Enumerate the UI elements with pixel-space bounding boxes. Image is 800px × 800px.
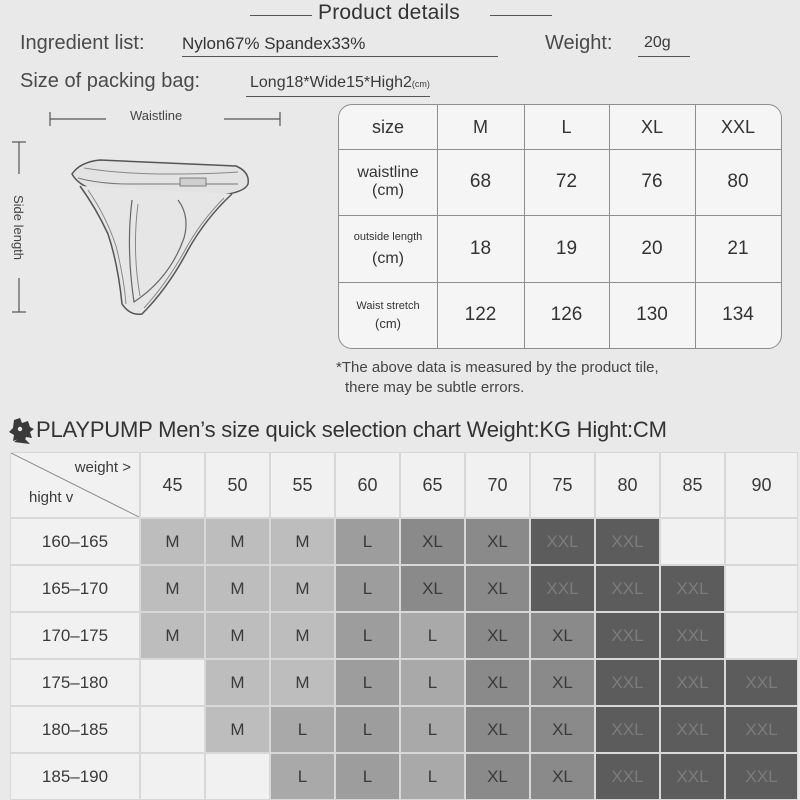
size-cell: XL bbox=[401, 519, 464, 564]
size-cell: XL bbox=[466, 754, 529, 799]
size-cell: XXL bbox=[661, 660, 724, 705]
side-length-label: Side length bbox=[11, 194, 27, 261]
size-cell bbox=[726, 519, 797, 564]
size-value: 68 bbox=[469, 171, 492, 192]
size-cell: M bbox=[271, 660, 334, 705]
weight-field bbox=[638, 34, 690, 57]
size-cell: L bbox=[271, 754, 334, 799]
weight-header: 45 bbox=[141, 453, 204, 517]
size-table bbox=[338, 104, 782, 349]
row-label-unit: (cm) bbox=[372, 249, 404, 267]
title-rule-left bbox=[250, 15, 312, 16]
size-cell: XXL bbox=[596, 707, 659, 752]
row-label-main: Waist stretch bbox=[356, 300, 420, 312]
note-line-2: there may be subtle errors. bbox=[345, 379, 525, 396]
packing-label: Size of packing bag: bbox=[20, 70, 201, 92]
size-cell: XXL bbox=[726, 707, 797, 752]
title-row bbox=[0, 0, 800, 30]
weight-value: 20g bbox=[644, 34, 671, 51]
size-cell: XL bbox=[401, 566, 464, 611]
size-cell: M bbox=[271, 566, 334, 611]
size-cell: XXL bbox=[661, 613, 724, 658]
size-cell: XL bbox=[531, 613, 594, 658]
size-cell: XL bbox=[466, 613, 529, 658]
size-cell: M bbox=[141, 613, 204, 658]
weight-header: 75 bbox=[531, 453, 594, 517]
waistline-label: Waistline bbox=[130, 108, 183, 123]
size-cell: L bbox=[401, 613, 464, 658]
size-header-xl: XL bbox=[640, 116, 664, 137]
size-cell: M bbox=[271, 519, 334, 564]
size-row-waist-stretch bbox=[339, 282, 781, 348]
page-title: Product details bbox=[318, 1, 460, 24]
size-cell: M bbox=[206, 707, 269, 752]
size-cell: XL bbox=[466, 519, 529, 564]
size-cell: L bbox=[336, 660, 399, 705]
packing-field bbox=[246, 74, 430, 97]
briefs-drawing bbox=[60, 138, 260, 328]
size-cell: XXL bbox=[596, 519, 659, 564]
size-cell: XXL bbox=[596, 613, 659, 658]
row-label-unit: (cm) bbox=[375, 316, 401, 331]
ingredient-value: Nylon67% Spandex33% bbox=[182, 34, 366, 53]
size-cell bbox=[141, 707, 204, 752]
weight-header: 60 bbox=[336, 453, 399, 517]
height-row-label: 165–170 bbox=[11, 566, 139, 611]
packing-value: Long18*Wide15*High2 bbox=[250, 74, 412, 91]
size-cell: XXL bbox=[531, 519, 594, 564]
size-row-label bbox=[339, 215, 437, 282]
size-value: 134 bbox=[722, 304, 754, 325]
note-line-1: *The above data is measured by the product tile, bbox=[336, 359, 659, 376]
height-row-label: 175–180 bbox=[11, 660, 139, 705]
weight-header: 55 bbox=[271, 453, 334, 517]
size-row-label bbox=[339, 149, 437, 215]
weight-header: 90 bbox=[726, 453, 797, 517]
weight-header: 70 bbox=[466, 453, 529, 517]
size-header-xxl: XXL bbox=[720, 116, 756, 137]
size-cell: XXL bbox=[726, 660, 797, 705]
size-cell: L bbox=[336, 566, 399, 611]
weight-header: 85 bbox=[661, 453, 724, 517]
size-value: 20 bbox=[641, 237, 663, 259]
corner-weight-label: weight > bbox=[74, 459, 131, 476]
size-header-m: M bbox=[473, 116, 488, 137]
size-cell: XL bbox=[531, 707, 594, 752]
size-value: 72 bbox=[555, 171, 578, 192]
ingredient-field bbox=[182, 34, 498, 57]
size-cell: XXL bbox=[596, 754, 659, 799]
size-table-header bbox=[339, 105, 781, 149]
size-cell: L bbox=[336, 707, 399, 752]
size-value: 21 bbox=[727, 237, 749, 259]
height-row-label: 180–185 bbox=[11, 707, 139, 752]
size-cell: XXL bbox=[726, 754, 797, 799]
waistline-dimension bbox=[48, 108, 284, 130]
size-cell: L bbox=[336, 754, 399, 799]
size-cell bbox=[661, 519, 724, 564]
size-row-waistline bbox=[339, 149, 781, 215]
size-cell: XL bbox=[531, 660, 594, 705]
size-row-label bbox=[339, 282, 437, 348]
size-value: 80 bbox=[727, 171, 749, 192]
size-cell: XL bbox=[531, 754, 594, 799]
chart-corner-cell bbox=[11, 453, 139, 517]
size-value: 76 bbox=[641, 171, 663, 192]
size-cell: XXL bbox=[661, 754, 724, 799]
size-cell: M bbox=[271, 613, 334, 658]
weight-header: 50 bbox=[206, 453, 269, 517]
quick-chart-title: PLAYPUMP Men’s size quick selection chart Weight:KG Hight:CM bbox=[36, 417, 667, 442]
size-cell: M bbox=[141, 519, 204, 564]
size-cell: XXL bbox=[661, 707, 724, 752]
size-value: 130 bbox=[636, 304, 668, 325]
size-value: 126 bbox=[550, 304, 583, 325]
height-row-label: 185–190 bbox=[11, 754, 139, 799]
weight-header: 65 bbox=[401, 453, 464, 517]
size-cell: XL bbox=[466, 566, 529, 611]
size-cell: L bbox=[271, 707, 334, 752]
size-value: 18 bbox=[469, 237, 492, 259]
size-header-label: size bbox=[371, 116, 404, 137]
size-cell: XL bbox=[466, 660, 529, 705]
size-cell: L bbox=[401, 754, 464, 799]
size-cell bbox=[206, 754, 269, 799]
size-cell: L bbox=[401, 660, 464, 705]
size-cell: XXL bbox=[596, 566, 659, 611]
size-cell: XXL bbox=[531, 566, 594, 611]
size-cell: L bbox=[336, 613, 399, 658]
weight-label: Weight: bbox=[545, 32, 613, 54]
size-cell bbox=[726, 566, 797, 611]
size-cell: XXL bbox=[596, 660, 659, 705]
size-row-outside-length bbox=[339, 215, 781, 282]
size-value: 122 bbox=[464, 304, 497, 325]
side-length-dimension bbox=[8, 140, 38, 320]
size-cell: M bbox=[141, 566, 204, 611]
size-cell: M bbox=[206, 613, 269, 658]
ingredient-label: Ingredient list: bbox=[20, 32, 145, 54]
size-cell: L bbox=[401, 707, 464, 752]
title-rule-right bbox=[490, 15, 552, 16]
size-cell bbox=[141, 660, 204, 705]
row-label-main: outside length bbox=[353, 230, 423, 243]
size-cell bbox=[141, 754, 204, 799]
measurement-note bbox=[336, 358, 659, 398]
size-cell: M bbox=[206, 566, 269, 611]
size-cell: XXL bbox=[661, 566, 724, 611]
height-row-label: 170–175 bbox=[11, 613, 139, 658]
size-cell bbox=[726, 613, 797, 658]
brand-logo-icon bbox=[8, 416, 36, 446]
size-cell: L bbox=[336, 519, 399, 564]
corner-height-label: hight v bbox=[29, 489, 74, 506]
size-cell: M bbox=[206, 660, 269, 705]
height-row-label: 160–165 bbox=[11, 519, 139, 564]
quick-chart-title-row bbox=[8, 412, 798, 448]
size-quick-selection-chart bbox=[10, 452, 798, 800]
weight-header: 80 bbox=[596, 453, 659, 517]
row-label-unit: (cm) bbox=[372, 182, 404, 199]
size-header-l: L bbox=[561, 116, 572, 137]
size-cell: XL bbox=[466, 707, 529, 752]
size-cell: M bbox=[206, 519, 269, 564]
size-value: 19 bbox=[555, 237, 578, 259]
packing-unit: (cm) bbox=[411, 79, 430, 89]
row-label-main: waistline bbox=[357, 164, 419, 181]
